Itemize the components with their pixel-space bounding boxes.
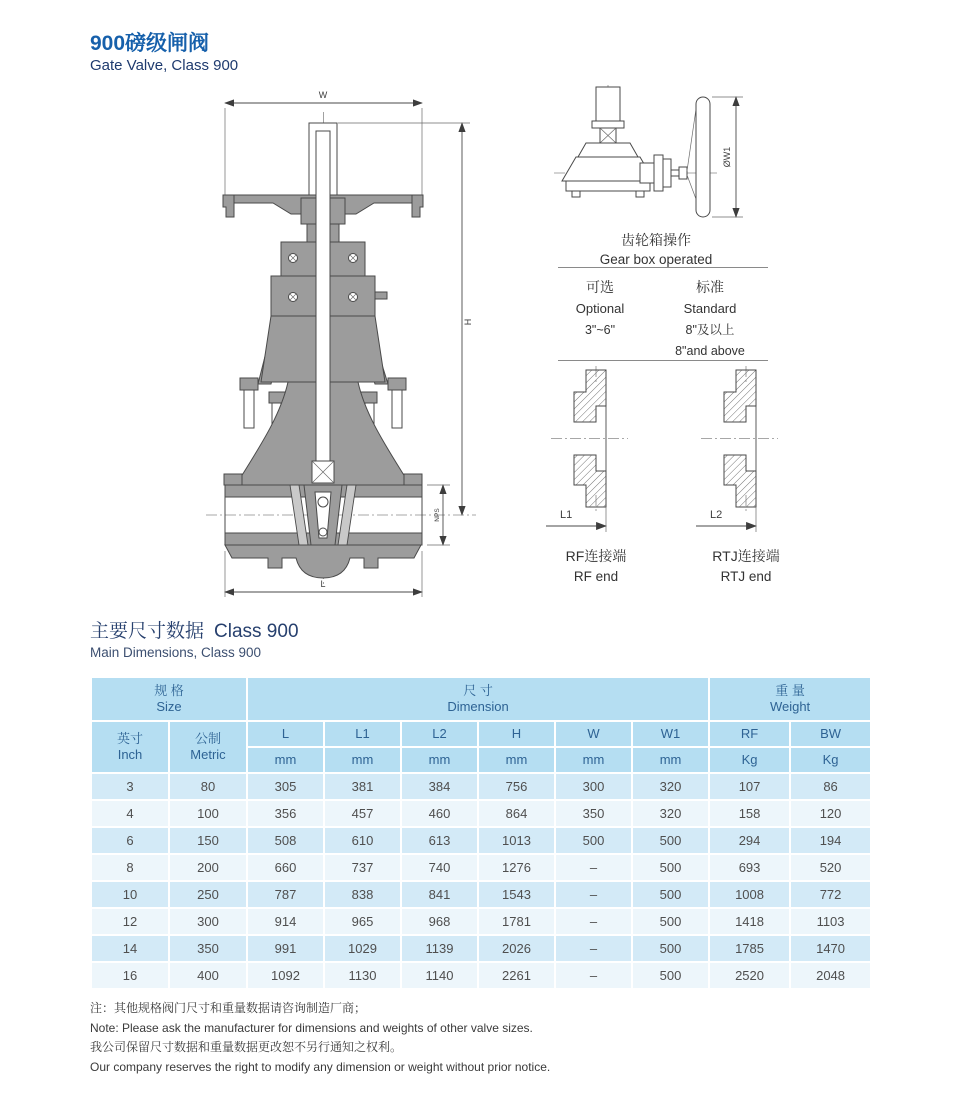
table-cell: 1276 (478, 854, 555, 881)
table-cell: 841 (401, 881, 478, 908)
table-cell: 1140 (401, 962, 478, 989)
table-cell: 914 (247, 908, 324, 935)
dim-l-label: L (320, 579, 326, 589)
rtj-end-label-en: RTJ end (720, 569, 772, 584)
table-cell: 660 (247, 854, 324, 881)
optional-range: 3"~6" (584, 323, 616, 337)
rtj-flange-drawing (696, 366, 796, 541)
table-row (91, 935, 871, 962)
table-cell: 16 (91, 962, 169, 989)
col-inch-zh: 英寸 (116, 731, 143, 746)
dim-nps-label: NPS (434, 508, 441, 522)
rf-end-label (538, 546, 654, 587)
table-cell: 2048 (790, 962, 871, 989)
table-cell: 737 (324, 854, 401, 881)
unit-cell: mm (324, 747, 401, 773)
table-cell: 1543 (478, 881, 555, 908)
table-cell: 3 (91, 773, 169, 800)
table-cell: 381 (324, 773, 401, 800)
table-cell: 305 (247, 773, 324, 800)
table-cell: – (555, 881, 632, 908)
table-cell: 158 (709, 800, 790, 827)
col-header-w1: W1 (632, 721, 709, 747)
valve-section-drawing (128, 86, 498, 606)
table-cell: 991 (247, 935, 324, 962)
unit-cell: Kg (709, 747, 790, 773)
table-cell: 508 (247, 827, 324, 854)
table-cell: 8 (91, 854, 169, 881)
gearbox-drawing (546, 85, 761, 235)
col-header-l2: L2 (401, 721, 478, 747)
table-cell: 86 (790, 773, 871, 800)
table-cell: 4 (91, 800, 169, 827)
section-title-class: Class 900 (214, 621, 299, 642)
table-row (91, 773, 871, 800)
table-cell: 500 (632, 935, 709, 962)
group-weight-en: Weight (769, 699, 811, 714)
optional-zh: 可选 (586, 279, 614, 295)
gearbox-housing (640, 97, 710, 217)
table-cell: 320 (632, 773, 709, 800)
group-dimension-en: Dimension (447, 699, 509, 714)
table-cell: 500 (555, 827, 632, 854)
table-cell: 740 (401, 854, 478, 881)
table-row (91, 881, 871, 908)
col-inch-en: Inch (117, 747, 143, 762)
col-header-w: W (555, 721, 632, 747)
table-cell: 300 (169, 908, 247, 935)
table-cell: 787 (247, 881, 324, 908)
table-cell: 1470 (790, 935, 871, 962)
table-cell: 200 (169, 854, 247, 881)
table-cell: 320 (632, 800, 709, 827)
body-lug-left (224, 474, 242, 485)
table-cell: 772 (790, 881, 871, 908)
table-cell: 6 (91, 827, 169, 854)
table-cell: 350 (555, 800, 632, 827)
dim-l2 (696, 509, 756, 526)
unit-cell: Kg (790, 747, 871, 773)
rf-end-label-en: RF end (573, 569, 619, 584)
table-cell: 756 (478, 773, 555, 800)
standard-range-en: 8"and above (675, 344, 745, 358)
standard-block (652, 277, 768, 360)
table-cell: 838 (324, 881, 401, 908)
table-cell: – (555, 935, 632, 962)
valve-body (225, 485, 422, 578)
table-cell: 500 (632, 854, 709, 881)
section-subtitle: Main Dimensions, Class 900 (90, 645, 262, 660)
table-cell: 2261 (478, 962, 555, 989)
col-header-bw: BW (790, 721, 871, 747)
group-size-zh: 规 格 (154, 683, 184, 698)
section-title-zh: 主要尺寸数据 (90, 621, 205, 642)
page-title-en: Gate Valve, Class 900 (90, 57, 239, 74)
table-row (91, 800, 871, 827)
note-line: 我公司保留尺寸数据和重量数据更改恕不另行通知之权利。 (90, 1040, 403, 1054)
table-row (91, 962, 871, 989)
col-inch (91, 721, 169, 773)
group-dimension-zh: 尺 寸 (463, 683, 493, 698)
col-header-h: H (478, 721, 555, 747)
table-cell: 250 (169, 881, 247, 908)
standard-range-zh: 8"及以上 (685, 323, 735, 337)
stem-connector (312, 461, 334, 483)
table-cell: 400 (169, 962, 247, 989)
table-row (91, 908, 871, 935)
table-cell: 1029 (324, 935, 401, 962)
rf-end-label-zh: RF连接端 (565, 548, 627, 564)
rtj-end-label-zh: RTJ连接端 (712, 548, 780, 564)
table-cell: 500 (632, 908, 709, 935)
standard-en: Standard (683, 301, 737, 316)
table-cell: 384 (401, 773, 478, 800)
group-dimension (247, 677, 709, 721)
unit-cell: mm (478, 747, 555, 773)
gearbox-caption-en: Gear box operated (599, 252, 713, 267)
col-header-l1: L1 (324, 721, 401, 747)
table-cell: 2026 (478, 935, 555, 962)
dimensions-table (90, 676, 872, 990)
note-line: Our company reserves the right to modify any dimension or weight without prior notice. (90, 1059, 551, 1074)
dim-l1 (546, 509, 606, 526)
unit-cell: mm (555, 747, 632, 773)
table-cell: 1092 (247, 962, 324, 989)
table-cell: 1418 (709, 908, 790, 935)
group-header-row (91, 677, 871, 721)
table-row (91, 854, 871, 881)
table-cell: – (555, 854, 632, 881)
optional-en: Optional (575, 301, 625, 316)
table-cell: 610 (324, 827, 401, 854)
table-cell: 613 (401, 827, 478, 854)
table-cell: 107 (709, 773, 790, 800)
table-cell: 520 (790, 854, 871, 881)
col-metric (169, 721, 247, 773)
table-cell: 12 (91, 908, 169, 935)
table-cell: 150 (169, 827, 247, 854)
table-cell: 460 (401, 800, 478, 827)
col-header-l: L (247, 721, 324, 747)
table-cell: 1130 (324, 962, 401, 989)
body-lug-right (404, 474, 422, 485)
group-size (91, 677, 247, 721)
table-cell: 457 (324, 800, 401, 827)
table-cell: 864 (478, 800, 555, 827)
note-line: Note: Please ask the manufacturer for dimensions and weights of other valve sizes. (90, 1020, 533, 1035)
table-cell: 965 (324, 908, 401, 935)
col-metric-en: Metric (190, 747, 226, 762)
column-label-row (91, 721, 871, 747)
table-cell: 294 (709, 827, 790, 854)
group-size-en: Size (156, 699, 182, 714)
stem (316, 131, 330, 461)
note-line: 注：其他规格阀门尺寸和重量数据请咨询制造厂商； (90, 1001, 367, 1015)
table-cell: 350 (169, 935, 247, 962)
dim-w1 (712, 97, 743, 217)
rf-flange-drawing (546, 366, 646, 541)
table-cell: 1008 (709, 881, 790, 908)
rtj-end-label (688, 546, 804, 587)
divider (558, 267, 768, 268)
col-metric-zh: 公制 (194, 731, 221, 746)
table-row (91, 827, 871, 854)
col-header-rf: RF (709, 721, 790, 747)
standard-zh: 标准 (696, 279, 724, 295)
table-cell: 500 (632, 827, 709, 854)
table-cell: – (555, 962, 632, 989)
dim-l1-label: L1 (560, 509, 573, 521)
table-cell: – (555, 908, 632, 935)
table-cell: 1013 (478, 827, 555, 854)
table-cell: 1139 (401, 935, 478, 962)
table-cell: 1103 (790, 908, 871, 935)
table-cell: 968 (401, 908, 478, 935)
table-cell: 120 (790, 800, 871, 827)
table-cell: 194 (790, 827, 871, 854)
table-cell: 300 (555, 773, 632, 800)
dim-h-label: H (463, 318, 473, 326)
table-cell: 500 (632, 881, 709, 908)
group-weight (709, 677, 871, 721)
table-cell: 2520 (709, 962, 790, 989)
divider (558, 360, 768, 361)
gearbox-caption-zh: 齿轮箱操作 (621, 232, 691, 248)
table-cell: 693 (709, 854, 790, 881)
page-title-zh: 900磅级闸阀 (90, 32, 210, 55)
unit-cell: mm (247, 747, 324, 773)
group-weight-zh: 重 量 (775, 683, 805, 698)
table-cell: 10 (91, 881, 169, 908)
unit-cell: mm (401, 747, 478, 773)
gear-handwheel (696, 97, 710, 217)
gearbox-caption (547, 231, 765, 269)
table-cell: 1781 (478, 908, 555, 935)
section-title (90, 616, 299, 643)
dim-w-label: W (318, 90, 328, 100)
optional-block (552, 277, 648, 342)
table-cell: 1785 (709, 935, 790, 962)
table-cell: 14 (91, 935, 169, 962)
dim-w1-label: ØW1 (722, 146, 732, 168)
unit-cell: mm (632, 747, 709, 773)
table-body (91, 773, 871, 989)
footer-notes (90, 999, 550, 1077)
table-cell: 100 (169, 800, 247, 827)
table-cell: 356 (247, 800, 324, 827)
table-cell: 500 (632, 962, 709, 989)
table-cell: 80 (169, 773, 247, 800)
dim-l2-label: L2 (710, 509, 723, 521)
